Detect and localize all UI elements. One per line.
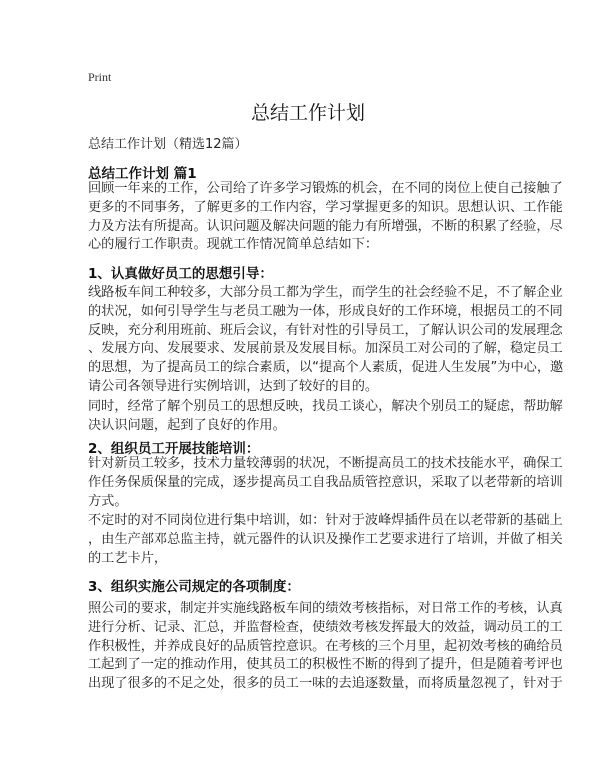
text-line: 的思想，为了提高员工的综合素质，以“提高个人素质，促进人生发展”为中心，邀: [88, 360, 564, 376]
text-line: 力及方法有所提高。认识问题及解决问题的能力有所增强，不断的积累了经验，尽: [88, 218, 563, 234]
section-heading: 总结工作计划 篇1: [88, 166, 197, 182]
text-line: 的状况，如何引导学生与老员工融为一体，形成良好的工作环境，根据员工的不同: [88, 303, 563, 319]
text-line: 更多的不同事务，了解更多的工作内容，学习掌握更多的知识。思想认识、工作能: [88, 199, 563, 215]
text-line: 反映，充分利用班前、班后会议，有针对性的引导员工，了解认识公司的发展理念: [88, 322, 563, 338]
print-label: Print: [88, 70, 112, 84]
text-line: 不定时的对不同岗位进行集中培训，如：针对于波峰焊插件员在以老带新的基础上: [88, 513, 563, 528]
text-line: 照公司的要求，制定并实施线路板车间的绩效考核指标，对日常工作的考核，认真: [88, 601, 563, 616]
text-line: 回顾一年来的工作，公司给了许多学习锻炼的机会，在不同的岗位上使自己接触了: [88, 181, 563, 196]
paragraph-1: [88, 284, 563, 397]
paragraph-2: [88, 398, 563, 436]
heading-1: 1、认真做好员工的思想引导：: [88, 266, 273, 282]
text-line: 作任务保质保量的完成，逐步提高员工自我品质管控意识，采取了以老带新的培训: [88, 474, 563, 490]
text-line: 工起到了一定的推动作用，使其员工的积极性不断的得到了提升，但是随着考评也: [88, 657, 563, 673]
paragraph-3: [88, 455, 563, 511]
text-line: 请公司各领导进行实例培训，达到了较好的目的。: [88, 378, 379, 394]
document-subtitle: 总结工作计划（精选12篇）: [88, 137, 248, 152]
text-line: 针对新员工较多，技术力量较薄弱的状况，不断提高员工的技术技能水平，确保工: [88, 456, 563, 471]
text-line: 的工艺卡片，: [88, 550, 168, 566]
document-title: 总结工作计划: [250, 102, 365, 124]
text-line: 决认识问题，起到了良好的作用。: [88, 417, 286, 433]
intro-paragraph: [88, 180, 563, 255]
text-line: 线路板车间工种较多，大部分员工都为学生，而学生的社会经验不足，不了解企业: [88, 285, 563, 300]
text-line: 、发展方向、发展要求、发展前景及发展目标。加深员工对公司的了解，稳定员工: [88, 341, 563, 357]
heading-3: 3、组织实施公司规定的各项制度：: [88, 579, 300, 595]
text-line: ，由生产部邓总监主持，就元器件的认识及操作工艺要求进行了培训，并做了相关: [88, 531, 563, 547]
text-line: 出现了很多的不足之处，很多的员工一味的去追逐数量，而将质量忽视了，针对于: [88, 676, 563, 692]
paragraph-4: [88, 512, 563, 568]
text-line: 作积极性，并养成良好的品质管控意识。在考核的三个月里，起初效考核的确给员: [88, 638, 563, 654]
heading-2: 2、组织员工开展技能培训：: [88, 441, 260, 457]
text-line: 方式。: [88, 493, 128, 509]
text-line: 同时，经常了解个别员工的思想反映，找员工谈心，解决个别员工的疑虑，帮助解: [88, 399, 563, 414]
text-line: 心的履行工作职责。现就工作情况简单总结如下：: [88, 237, 379, 253]
paragraph-5: [88, 600, 563, 694]
text-line: 进行分析、记录、汇总，并监督检查，使绩效考核发挥最大的效益，调动员工的工: [88, 619, 563, 635]
